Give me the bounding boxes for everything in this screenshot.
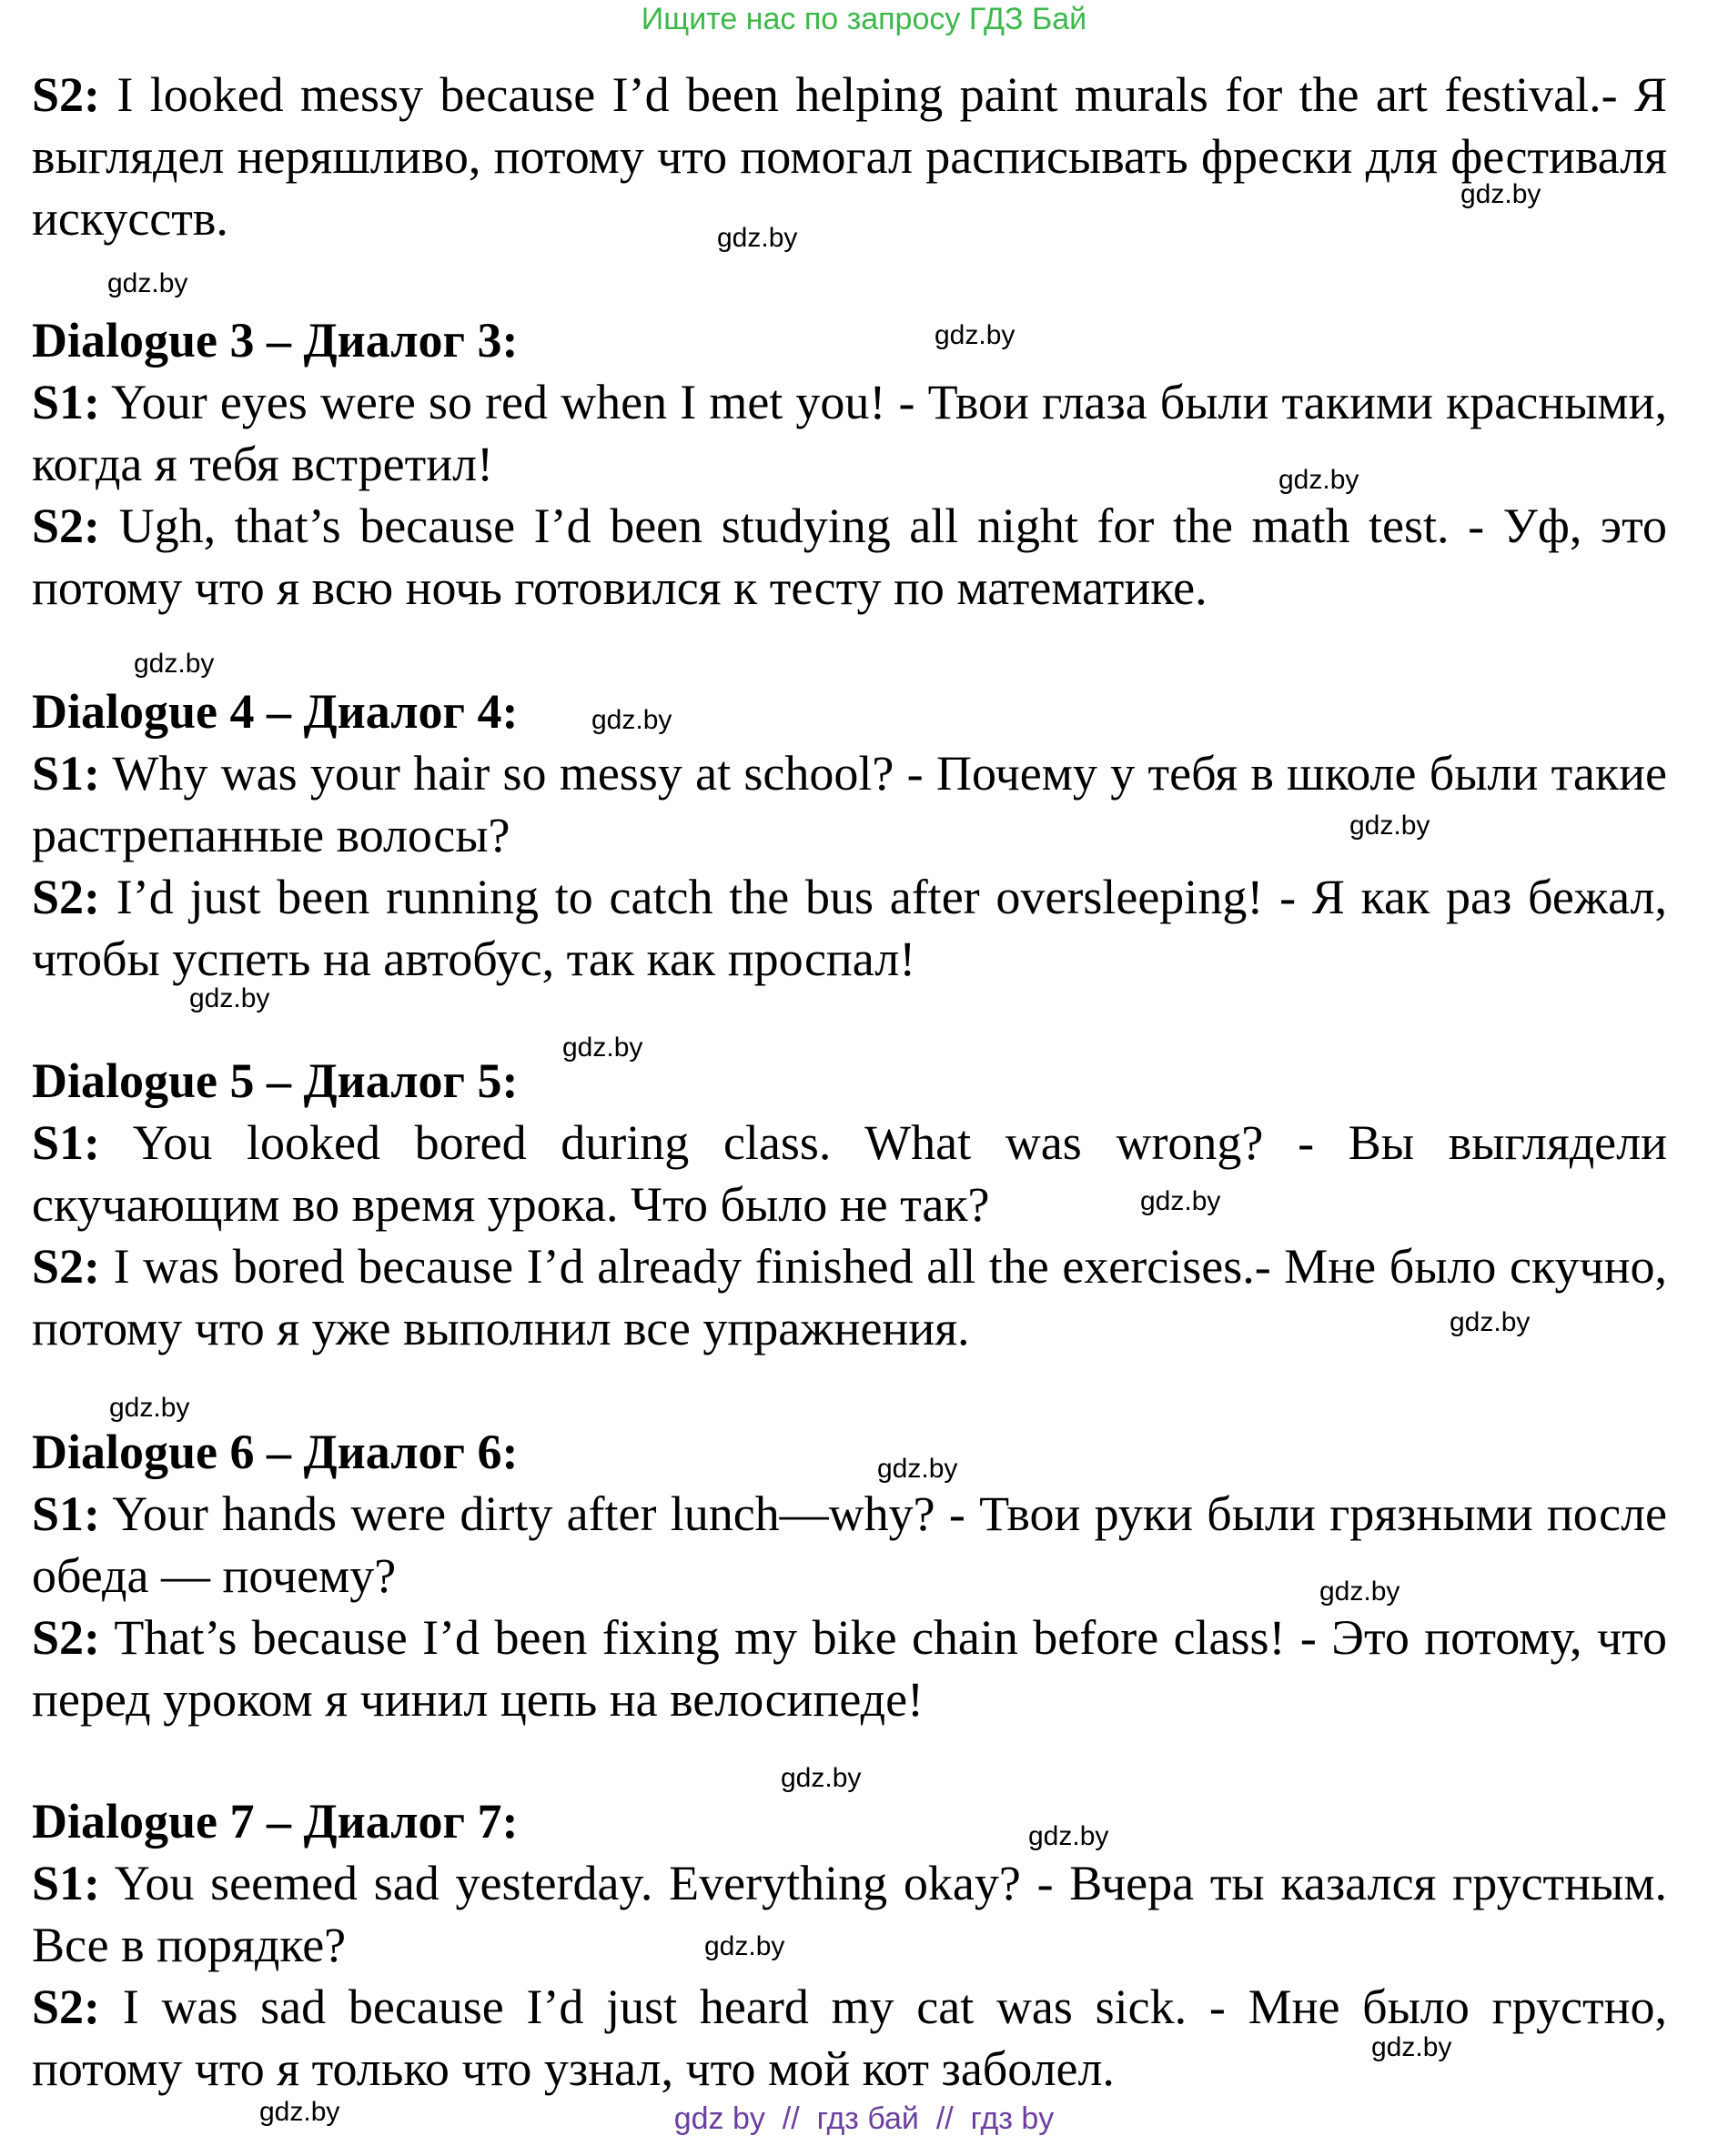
dialogue-title: Dialogue 7 – Диалог 7: <box>32 1794 519 1849</box>
watermark: gdz.by <box>109 1393 190 1423</box>
speaker-label: S2: <box>32 870 101 924</box>
s1-line <box>32 371 1667 495</box>
line-text: I’d just been running to catch the bus after oversleeping! - Я как раз бежал, чтобы успеть на автобус, так как проспал! <box>32 870 1667 986</box>
watermark: gdz.by <box>562 1033 643 1063</box>
watermark: gdz.by <box>1450 1307 1531 1337</box>
speaker-label: S1: <box>32 1486 101 1541</box>
speaker-label: S2: <box>32 1980 101 2034</box>
line-text: I looked messy because I’d been helping paint murals for the art festival.- Я выглядел неряшливо, потому что помогал расписывать фрески для фестиваля искусств. <box>32 67 1667 246</box>
speaker-label: S2: <box>32 1610 101 1665</box>
s1-line <box>32 1483 1667 1607</box>
watermark: gdz.by <box>1028 1821 1109 1851</box>
s2-line <box>32 1607 1667 1730</box>
speaker-label: S1: <box>32 1856 101 1910</box>
watermark: gdz.by <box>935 320 1016 350</box>
watermark: gdz.by <box>1460 179 1541 209</box>
speaker-label: S2: <box>32 1239 101 1294</box>
watermark: gdz.by <box>134 649 215 679</box>
dialogue-title: Dialogue 6 – Диалог 6: <box>32 1425 519 1479</box>
s2-line <box>32 866 1667 990</box>
watermark: gdz.by <box>107 268 188 298</box>
intro-line <box>32 64 1667 249</box>
watermark: gdz.by <box>591 705 672 735</box>
watermark: gdz.by <box>189 983 270 1013</box>
line-text: Your hands were dirty after lunch—why? - Твои руки были грязными после обеда — почему? <box>32 1486 1667 1603</box>
watermark: gdz.by <box>1278 465 1359 495</box>
s1-line <box>32 742 1667 866</box>
dialogue-title: Dialogue 5 – Диалог 5: <box>32 1053 519 1108</box>
s2-line <box>32 495 1667 619</box>
header-search-hint: Ищите нас по запросу ГДЗ Бай <box>641 2 1087 36</box>
dialogue-5 <box>32 1050 1667 1359</box>
watermark: gdz.by <box>877 1454 958 1484</box>
line-text: I was bored because I’d already finished all the exercises.- Мне было скучно, потому что я уже выполнил все упражнения. <box>32 1239 1667 1355</box>
s1-line <box>32 1852 1667 1976</box>
s1-line <box>32 1112 1667 1235</box>
watermark: gdz.by <box>1140 1186 1221 1216</box>
speaker-label: S2: <box>32 67 101 122</box>
line-text: That’s because I’d been fixing my bike chain before class! - Это потому, что перед уроком я чинил цепь на велосипеде! <box>32 1610 1667 1727</box>
line-text: Your eyes were so red when I met you! - Твои глаза были такими красными, когда я тебя встретил! <box>32 375 1667 491</box>
line-text: I was sad because I’d just heard my cat was sick. - Мне было грустно, потому что я только что узнал, что мой кот заболел. <box>32 1980 1667 2096</box>
watermark: gdz.by <box>717 223 798 253</box>
dialogue-title: Dialogue 4 – Диалог 4: <box>32 684 519 739</box>
line-text: You looked bored during class. What was wrong? - Вы выглядели скучающим во время урока. Что было не так? <box>32 1115 1667 1232</box>
line-text: Why was your hair so messy at school? - Почему у тебя в школе были такие растрепанные волосы? <box>32 746 1667 862</box>
line-text: Ugh, that’s because I’d been studying all night for the math test. - Уф, это потому что я всю ночь готовился к тесту по математике. <box>32 499 1667 615</box>
dialogue-title: Dialogue 3 – Диалог 3: <box>32 313 519 368</box>
speaker-label: S2: <box>32 499 101 553</box>
speaker-label: S1: <box>32 375 101 429</box>
watermark: gdz.by <box>704 1931 785 1961</box>
intro-block <box>32 64 1667 249</box>
speaker-label: S1: <box>32 1115 101 1170</box>
s2-line <box>32 1235 1667 1359</box>
dialogue-6 <box>32 1421 1667 1730</box>
watermark: gdz.by <box>1319 1577 1400 1607</box>
watermark: gdz.by <box>259 2097 340 2127</box>
watermark: gdz.by <box>1371 2032 1452 2062</box>
line-text: You seemed sad yesterday. Everything okay? - Вчера ты казался грустным. Все в порядке? <box>32 1856 1667 1972</box>
watermark: gdz.by <box>1349 811 1430 841</box>
dialogue-3 <box>32 309 1667 619</box>
speaker-label: S1: <box>32 746 101 801</box>
watermark: gdz.by <box>781 1763 862 1793</box>
footer-site-links: gdz by // гдз бай // гдз by <box>673 2101 1055 2136</box>
